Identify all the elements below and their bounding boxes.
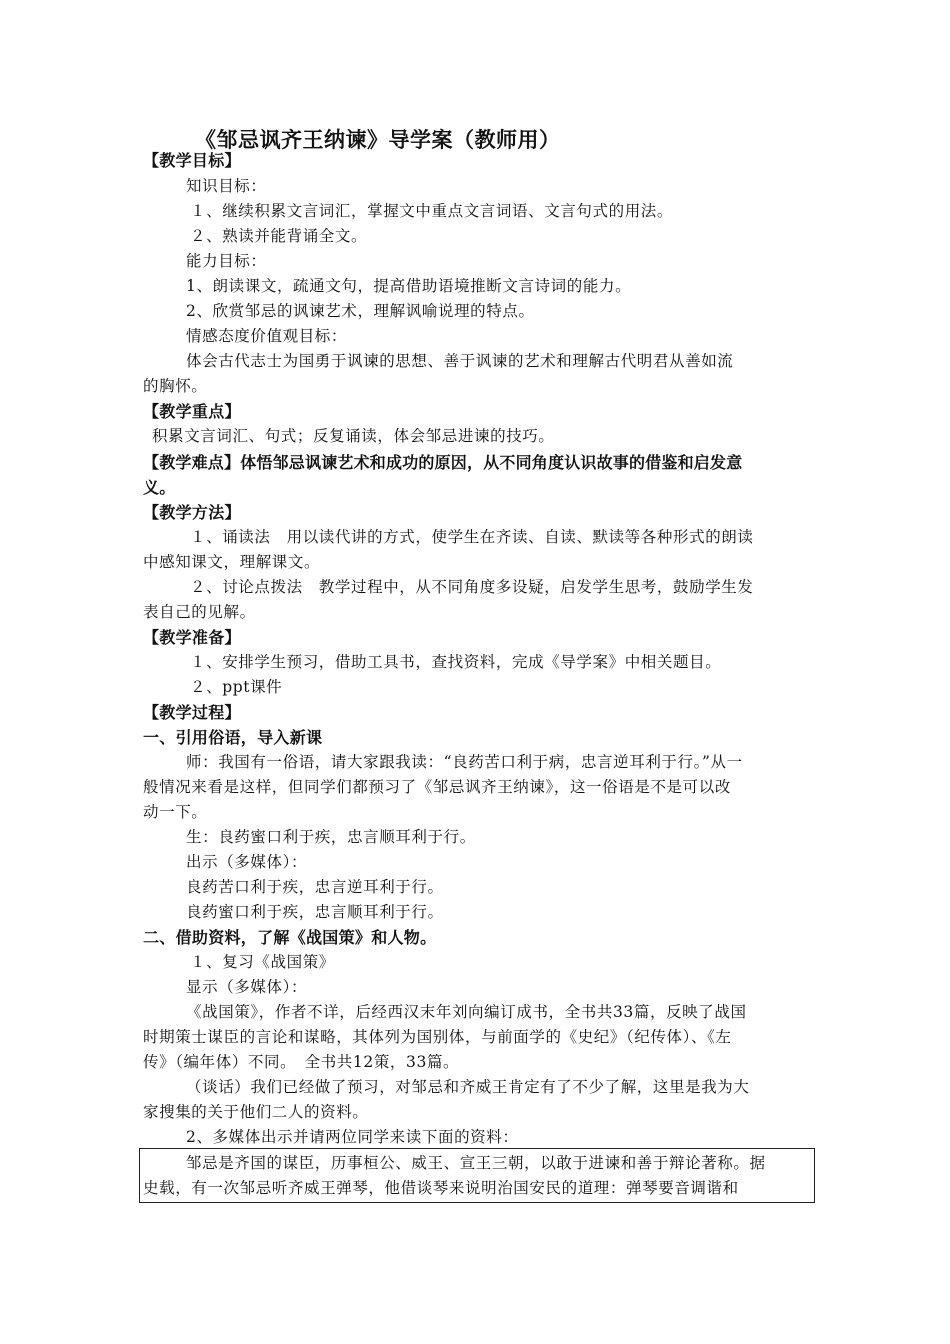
text-line: １、诵读法 用以读代讲的方式，使学生在齐读、自读、默读等各种形式的朗读 (190, 528, 754, 546)
text-line: 良药苦口利于疾，忠言逆耳利于行。 (186, 878, 444, 896)
text-line: 师：我国有一俗语，请大家跟我读：“良药苦口利于病，忠言逆耳利于行。”从一 (186, 753, 743, 771)
text-line: １、复习《战国策》 (190, 953, 335, 971)
text-line: 《战国策》，作者不详，后经西汉末年刘向编订成书，全书共33篇，反映了战国 (186, 1003, 747, 1021)
text-line: 知识目标： (186, 177, 267, 195)
section-heading-process: 【教学过程】 (143, 703, 241, 722)
text-line: 能力目标： (186, 252, 267, 270)
text-line: 1、朗读课文，疏通文句，提高借助语境推断文言诗词的能力。 (186, 277, 632, 295)
text-line: 显示（多媒体）： (186, 978, 308, 996)
text-line: 2、多媒体出示并请两位同学来读下面的资料： (186, 1128, 519, 1146)
subsection-heading: 一、引用俗语，导入新课 (143, 728, 323, 747)
text-line: 2、欣赏邹忌的讽谏艺术，理解讽喻说理的特点。 (186, 302, 535, 320)
subsection-heading: 二、借助资料，了解《战国策》和人物。 (143, 928, 437, 947)
section-heading-difficulties: 【教学难点】体悟邹忌讽谏艺术和成功的原因，从不同角度认识故事的借鉴和启发意 (143, 453, 743, 472)
text-line: 良药蜜口利于疾，忠言顺耳利于行。 (186, 903, 444, 921)
text-line: 表自己的见解。 (143, 603, 256, 621)
text-line: ２、熟读并能背诵全文。 (190, 227, 368, 245)
text-line: １、继续积累文言词汇，掌握文中重点文言词语、文言句式的用法。 (190, 202, 674, 220)
text-line: 体会古代志士为国勇于讽谏的思想、善于讽谏的艺术和理解古代明君从善如流 (186, 352, 734, 370)
page-title: 《邹忌讽齐王纳谏》导学案（教师用） (195, 128, 561, 152)
text-line: ２、ppt课件 (190, 678, 283, 696)
text-line: 中感知课文，理解课文。 (143, 553, 321, 571)
text-line: 传》（编年体）不同。 全书共12策，33篇。 (143, 1053, 460, 1071)
text-line: 家搜集的关于他们二人的资料。 (143, 1103, 369, 1121)
text-line: 积累文言词汇、句式；反复诵读，体会邹忌进谏的技巧。 (152, 427, 555, 445)
box-text-line: 邹忌是齐国的谋臣，历事桓公、威王、宣王三朝，以敢于进谏和善于辩论著称。据 (186, 1154, 766, 1172)
text-line: 的胸怀。 (143, 377, 208, 395)
text-line: 情感态度价值观目标： (186, 327, 348, 345)
text-line: 生：良药蜜口利于疾，忠言顺耳利于行。 (186, 828, 476, 846)
text-line: （谈话）我们已经做了预习，对邹忌和齐威王肯定有了不少了解，这里是我为大 (186, 1078, 750, 1096)
text-line: 时期策士谋臣的言论和谋略，其体列为国别体，与前面学的《史纪》（纪传体）、《左 (143, 1028, 732, 1046)
section-heading-methods: 【教学方法】 (143, 503, 241, 522)
box-text-line: 史载，有一次邹忌听齐威王弹琴，他借谈琴来说明治国安民的道理：弹琴要音调谐和 (143, 1179, 739, 1197)
text-line: １、安排学生预习，借助工具书，查找资料，完成《导学案》中相关题目。 (190, 653, 722, 671)
text-line: 义。 (143, 478, 176, 497)
text-line: 般情况来看是这样，但同学们都预习了《邹忌讽齐王纳谏》，这一俗语是不是可以改 (143, 778, 731, 796)
section-heading-preparation: 【教学准备】 (143, 628, 241, 647)
section-heading-key-points: 【教学重点】 (143, 402, 241, 421)
text-line: 动一下。 (143, 803, 208, 821)
section-heading-goals: 【教学目标】 (143, 151, 241, 170)
text-line: ２、讨论点拨法 教学过程中，从不同角度多设疑，启发学生思考，鼓励学生发 (190, 578, 754, 596)
text-line: 出示（多媒体）： (186, 853, 308, 871)
